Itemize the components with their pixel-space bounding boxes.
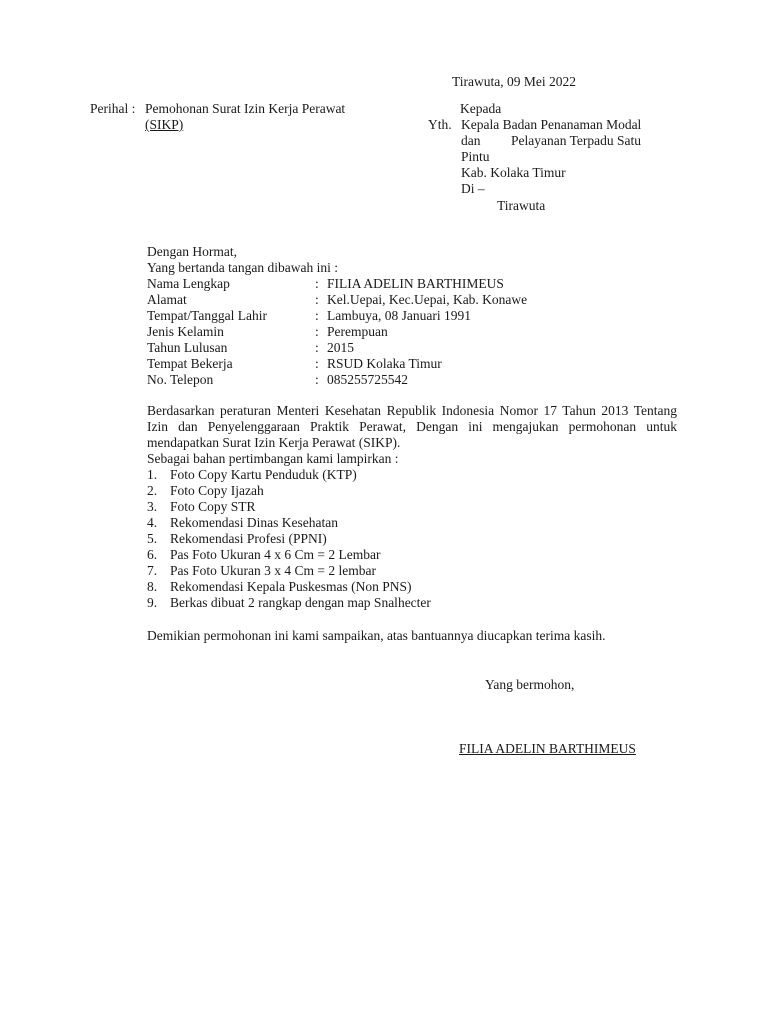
field-label: No. Telepon [147,372,214,387]
list-text: Foto Copy STR [170,499,256,514]
attachments-intro: Sebagai bahan pertimbangan kami lampirkan : [147,451,399,466]
field-value: 2015 [327,340,354,355]
list-number: 7. [147,563,158,578]
list-number: 6. [147,547,158,562]
field-label: Alamat [147,292,187,307]
field-value: Lambuya, 08 Januari 1991 [327,308,471,323]
field-colon: : [315,276,319,291]
field-colon: : [315,340,319,355]
field-colon: : [315,292,319,307]
recipient-line6: Tirawuta [497,198,546,213]
list-text: Rekomendasi Dinas Kesehatan [170,515,338,530]
perihal-text: Pemohonan Surat Izin Kerja Perawat [145,101,346,116]
list-text: Foto Copy Ijazah [170,483,264,498]
signoff: Yang bermohon, [485,677,575,692]
closing-text: Demikian permohonan ini kami sampaikan, atas bantuannya diucapkan terima kasih. [147,628,606,643]
signatory-name: FILIA ADELIN BARTHIMEUS [459,741,636,756]
field-colon: : [315,324,319,339]
field-label: Tempat/Tanggal Lahir [147,308,267,323]
perihal-label: Perihal : [90,101,136,116]
recipient-line4: Kab. Kolaka Timur [461,165,566,180]
intro-text: Yang bertanda tangan dibawah ini : [147,260,338,275]
list-text: Foto Copy Kartu Penduduk (KTP) [170,467,357,482]
field-label: Nama Lengkap [147,276,230,291]
recipient-line2a: dan [461,133,481,148]
field-label: Jenis Kelamin [147,324,224,339]
field-value: FILIA ADELIN BARTHIMEUS [327,276,504,291]
recipient-line5: Di – [461,181,485,196]
field-value: RSUD Kolaka Timur [327,356,442,371]
list-number: 3. [147,499,158,514]
field-value: Kel.Uepai, Kec.Uepai, Kab. Konawe [327,292,528,307]
field-colon: : [315,372,319,387]
field-label: Tahun Lulusan [147,340,228,355]
list-number: 2. [147,483,158,498]
list-number: 5. [147,531,158,546]
list-text: Rekomendasi Kepala Puskesmas (Non PNS) [170,579,412,594]
list-text: Pas Foto Ukuran 3 x 4 Cm = 2 lembar [170,563,376,578]
field-colon: : [315,356,319,371]
field-colon: : [315,308,319,323]
body-paragraph: Berdasarkan peraturan Menteri Kesehatan Republik Indonesia Nomor 17 Tahun 2013 Tentang Izin dan Penyelenggaraan Praktik Perawat, Dengan ini mengajukan permohonan untuk mendapatkan Surat Izin Kerja Perawat (SIKP). [147,403,677,450]
list-number: 9. [147,595,158,610]
list-number: 4. [147,515,158,530]
field-value: 085255725542 [327,372,408,387]
list-number: 8. [147,579,158,594]
list-text: Rekomendasi Profesi (PPNI) [170,531,327,546]
greeting: Dengan Hormat, [147,244,237,259]
recipient-line3: Pintu [461,149,490,164]
list-text: Berkas dibuat 2 rangkap dengan map Snalhecter [170,595,431,610]
list-number: 1. [147,467,158,482]
list-text: Pas Foto Ukuran 4 x 6 Cm = 2 Lembar [170,547,381,562]
place-date: Tirawuta, 09 Mei 2022 [452,74,576,89]
recipient-yth: Yth. [428,117,452,132]
field-value: Perempuan [327,324,388,339]
field-label: Tempat Bekerja [147,356,233,371]
perihal-abbr: (SIKP) [145,117,184,132]
recipient-line1: Kepala Badan Penanaman Modal [461,117,642,132]
recipient-kepada: Kepada [460,101,502,116]
recipient-line2b: Pelayanan Terpadu Satu [511,133,642,148]
